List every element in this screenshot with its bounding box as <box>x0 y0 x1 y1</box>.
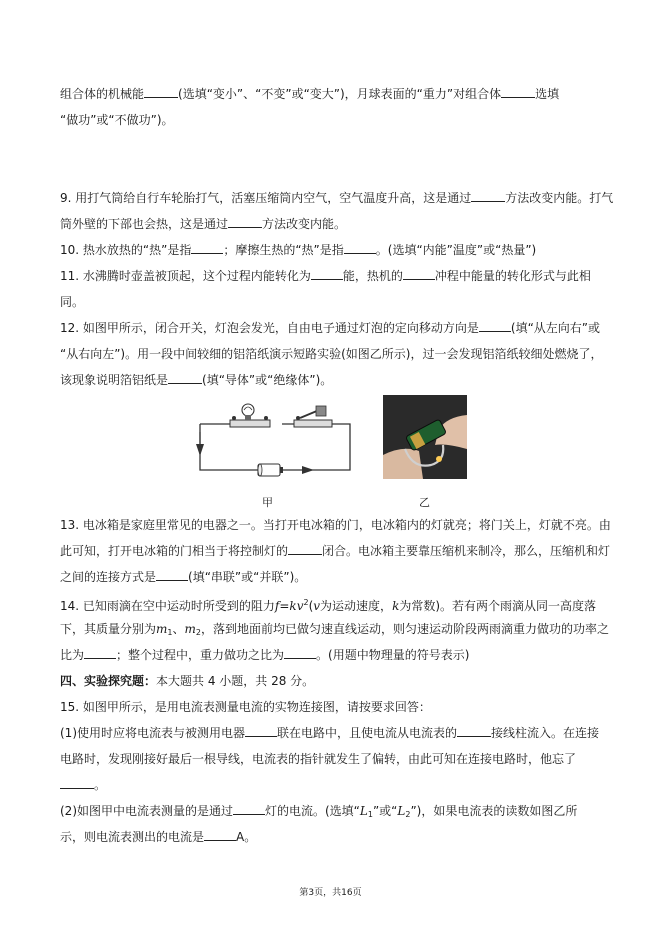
q11-line1: 11. 水沸腾时壶盖被顶起，这个过程内能转化为 能，热机的 冲程中能量的转化形式与此相 <box>60 269 591 283</box>
q12-line2: “从右向左”)。用一段中间较细的铝箔纸演示短路实验(如图乙所示)，过一会发现铝箔纸较细处燃烧了， <box>60 347 603 361</box>
q15-2-line1: (2)如图甲中电流表测量的是通过 灯的电流。(选填“$L_1$”或“$L_2$”)，如果电流表的读数如图乙所 <box>60 804 578 819</box>
q12-line3: 该现象说明箔铝纸是 (填“导体”或“绝缘体”)。 <box>60 373 333 387</box>
q10-line: 10. 热水放热的“热”是指 ；摩擦生热的“热”是指 。(选填“内能”温度”或“热量”) <box>60 243 537 257</box>
q8-line1: 组合体的机械能 (选填“变小”、“不变”或“变大”)，月球表面的“重力”对组合体 选填 <box>60 87 560 101</box>
circuit-diagram <box>190 398 360 488</box>
figure-label-b: 乙 <box>419 496 430 509</box>
section-heading: 四、实验探究题：本大题共 4 小题，共 28 分。 <box>60 674 315 688</box>
q11-line2: 同。 <box>60 295 85 309</box>
q14-line2: 下，其质量分别为$m_1$、$m_2$，落到地面前均已做匀速直线运动，则匀速运动阶段两雨滴重力做功的功率之 <box>60 622 610 637</box>
q9-line1: 9. 用打气筒给自行车轮胎打气，活塞压缩筒内空气，空气温度升高，这是通过 方法改变内能。打气 <box>60 191 614 205</box>
q15-1-line1: (1)使用时应将电流表与被测用电器 联在电路中，且使电流从电流表的 接线柱流入。在连接 <box>60 726 600 740</box>
q13-line2: 此可知，打开电冰箱的门相当于将控制灯的 闭合。电冰箱主要靠压缩机来制冷，那么，压缩机和灯 <box>60 544 611 558</box>
q15-1-line3: 。 <box>60 777 106 793</box>
figure-label-a: 甲 <box>262 496 273 509</box>
foil-battery-photo <box>383 395 467 479</box>
q14-line1: 14. 已知雨滴在空中运动时所受到的阻力$f=kv^2(v$为运动速度，k为常数)。若有两个雨滴从同一高度落 <box>60 598 597 613</box>
q15-2-line2: 示，则电流表测出的电流是 A。 <box>60 830 257 844</box>
q9-line2: 筒外壁的下部也会热，这是通过 方法改变内能。 <box>60 217 347 231</box>
q15-1-line2: 电路时，发现刚接好最后一根导线，电流表的指针就发生了偏转，由此可知在连接电路时，他忘了 <box>60 752 577 766</box>
q15-line: 15. 如图甲所示，是用电流表测量电流的实物连接图，请按要求回答： <box>60 700 431 714</box>
q12-line1: 12. 如图甲所示，闭合开关，灯泡会发光，自由电子通过灯泡的定向移动方向是 (填“从左向右”或 <box>60 321 601 335</box>
q13-line1: 13. 电冰箱是家庭里常见的电器之一。当打开电冰箱的门，电冰箱内的灯就亮；将门关上，灯就不亮。由 <box>60 518 611 532</box>
page-footer: 第3页，共16页 <box>299 888 362 898</box>
q13-line3: 之间的连接方式是 (填“串联”或“并联”)。 <box>60 570 307 584</box>
q8-line2: “做功”或“不做功”)。 <box>60 113 174 127</box>
q14-line3: 比为 ；整个过程中，重力做功之比为 。(用题中物理量的符号表示) <box>60 648 470 662</box>
